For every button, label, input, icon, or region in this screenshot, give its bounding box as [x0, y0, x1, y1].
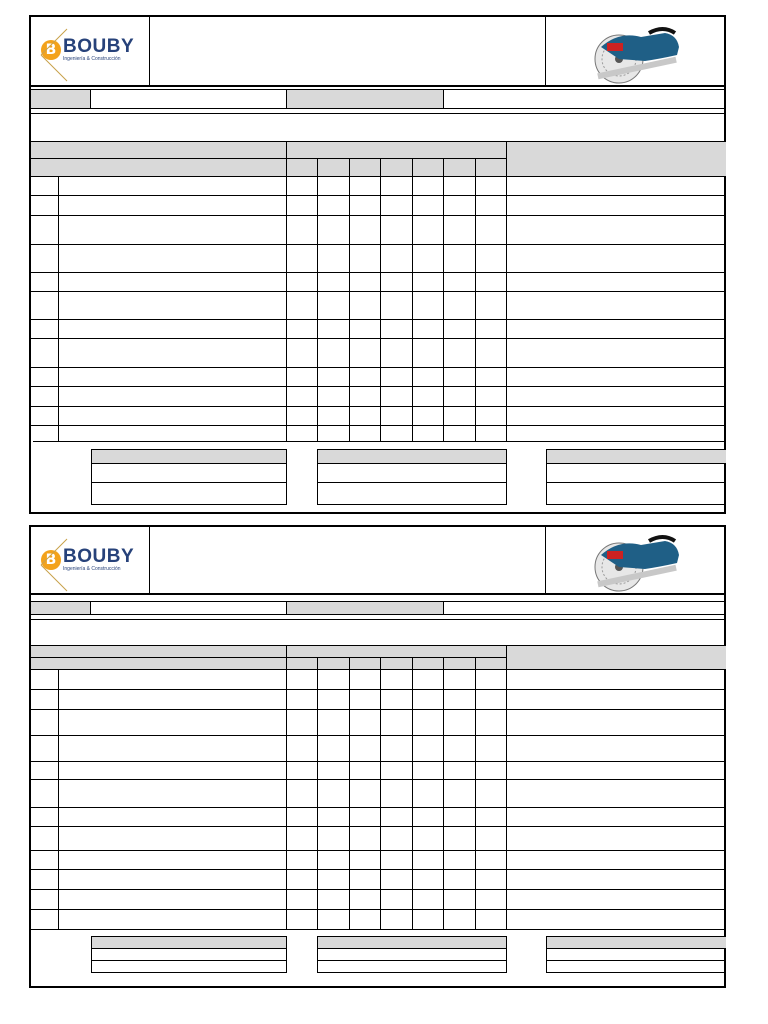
logo-name: BOUBY: [63, 36, 135, 57]
inspection-form-2: [29, 525, 726, 988]
logo-diamond-icon: [37, 25, 77, 85]
logo-initial-2: B: [41, 550, 61, 570]
circular-saw-icon: [579, 21, 689, 85]
inspection-form-1: [29, 15, 726, 514]
logo-tagline: Ingeniería & Construcción: [63, 56, 121, 62]
company-logo-2: [41, 547, 134, 572]
logo-tagline-2: Ingeniería & Construcción: [63, 566, 121, 572]
logo-diamond-icon-2: [37, 535, 77, 595]
circular-saw-icon-2: [579, 529, 689, 593]
logo-initial: B: [41, 40, 61, 60]
logo-name-2: BOUBY: [63, 546, 135, 567]
company-logo: [41, 37, 134, 62]
